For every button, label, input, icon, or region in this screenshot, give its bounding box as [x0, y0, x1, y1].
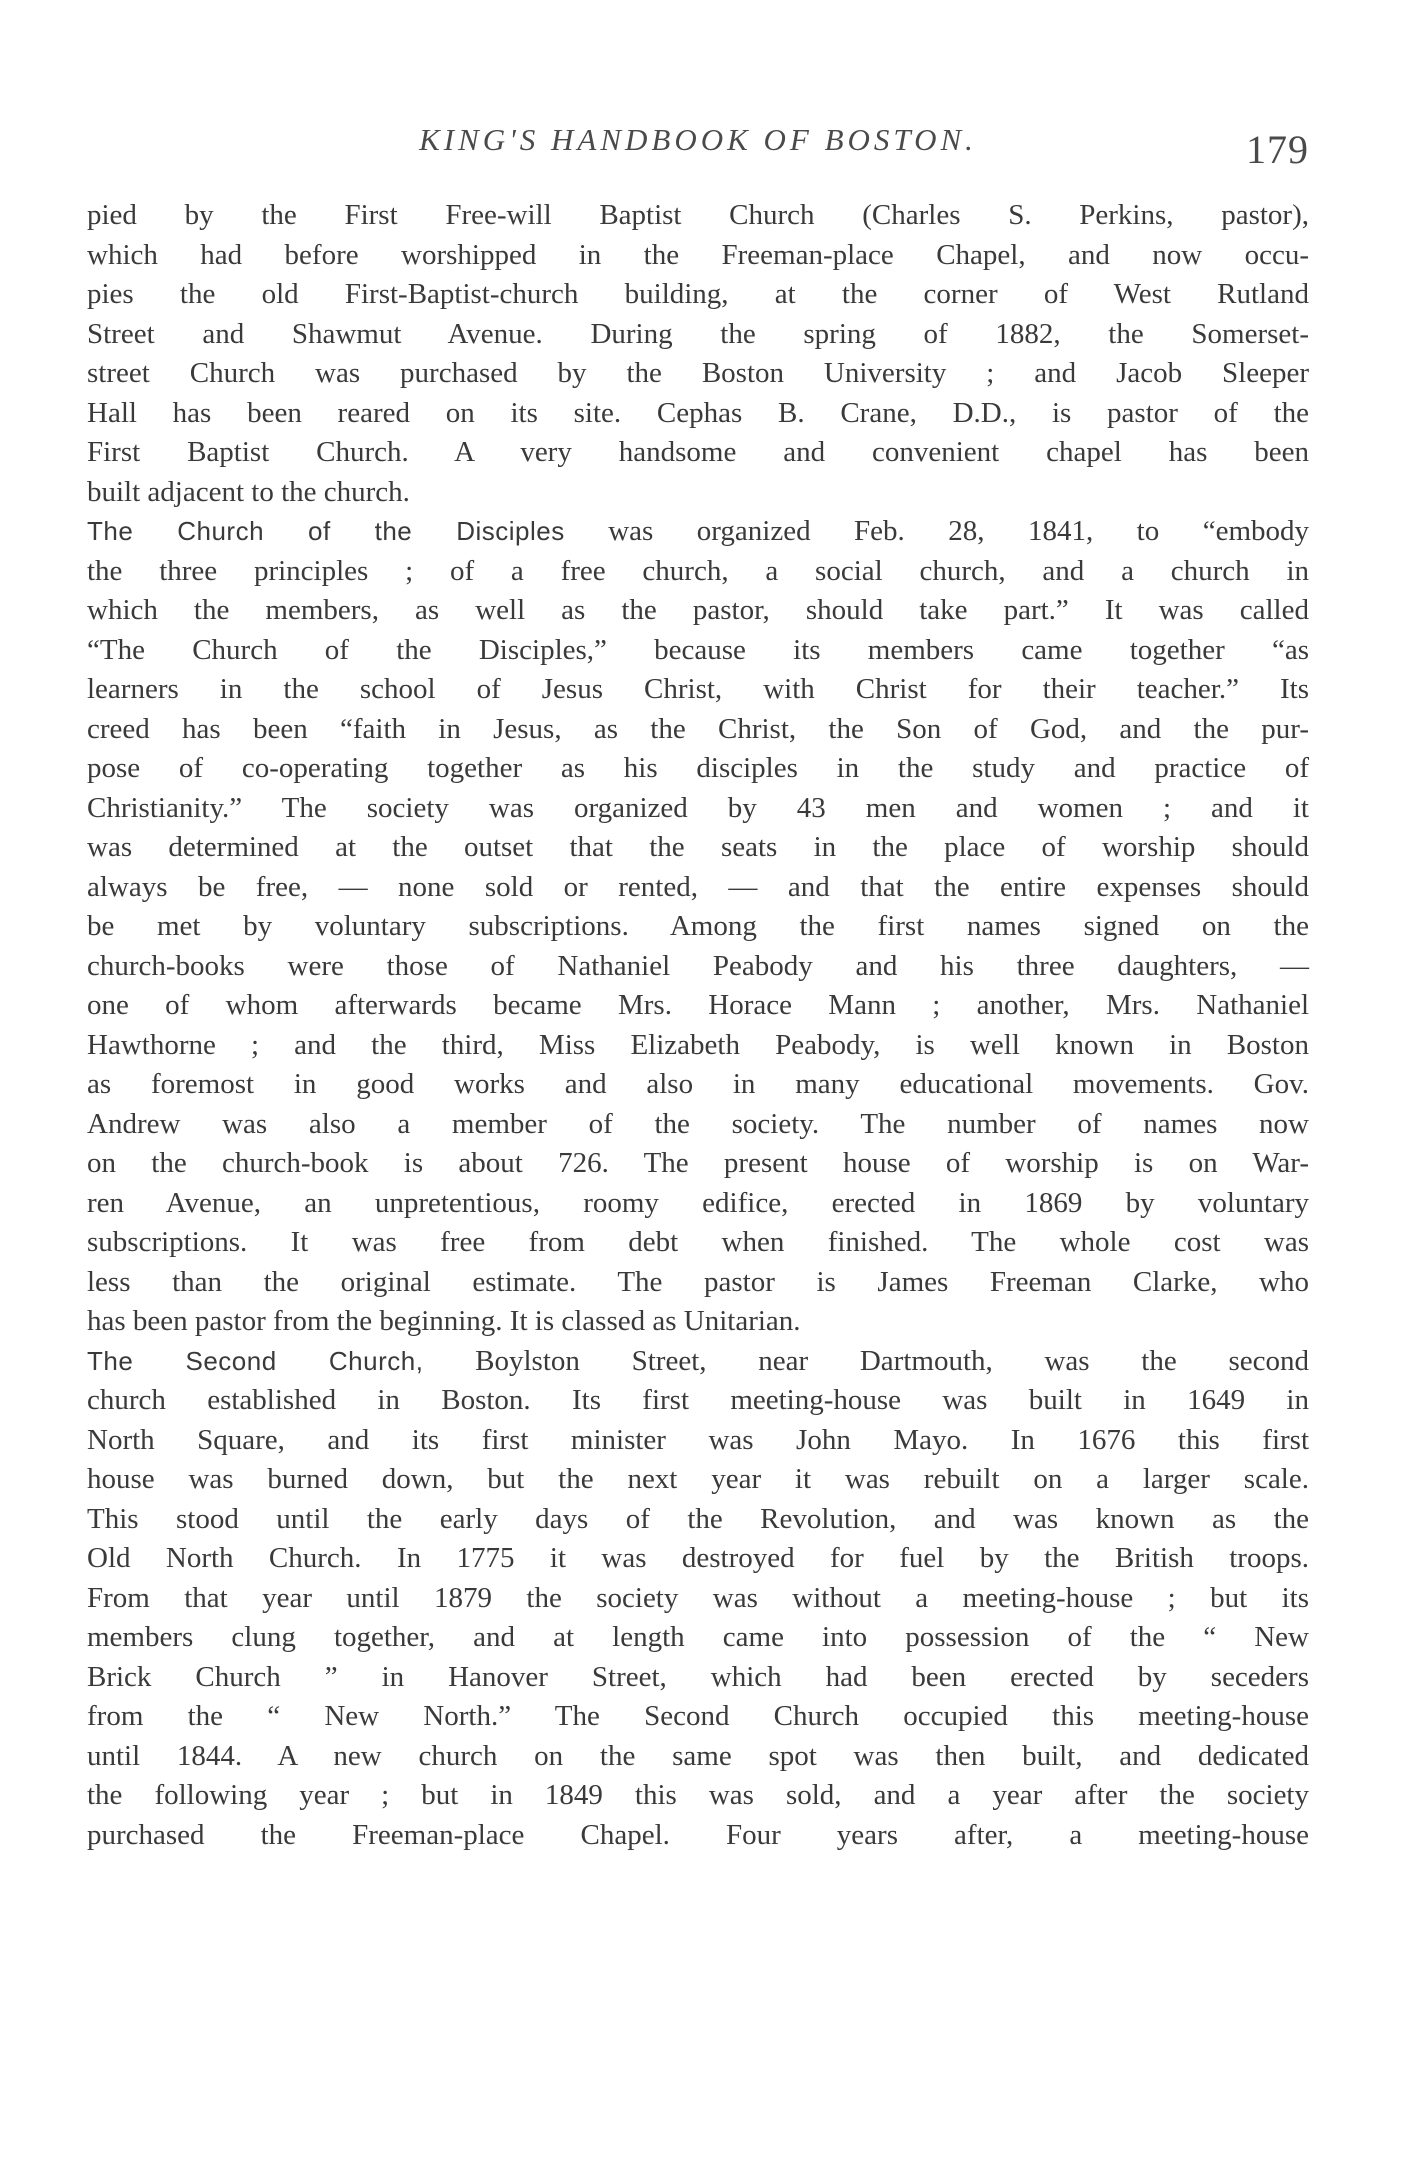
text-line: less than the original estimate. The pastor is James Freeman Clarke, who: [87, 1265, 1309, 1298]
text-line-rest: Boylston Street, near Dartmouth, was the second: [423, 1344, 1309, 1377]
text-line: always be free, — none sold or rented, — and that the entire expenses should: [87, 870, 1309, 903]
text-line: This stood until the early days of the Revolution, and was known as the: [87, 1502, 1309, 1535]
text-line: church-books were those of Nathaniel Peabody and his three daughters, —: [87, 949, 1309, 982]
text-line: pies the old First-Baptist-church building, at the corner of West Rutland: [87, 278, 1309, 310]
text-line: built adjacent to the church.: [87, 475, 410, 508]
text-line: Hall has been reared on its site. Cephas B. Crane, D.D., is pastor of the: [87, 396, 1309, 429]
text-line: Christianity.” The society was organized by 43 men and women ; and it: [87, 791, 1309, 824]
text-line: “The Church of the Disciples,” because its members came together “as: [87, 633, 1309, 666]
text-line: from the “ New North.” The Second Church occupied this meeting-house: [87, 1700, 1309, 1732]
text-line: purchased the Freeman-place Chapel. Four years after, a meeting-house: [87, 1818, 1309, 1851]
text-line: be met by voluntary subscriptions. Among the first names signed on the: [87, 910, 1309, 942]
text-line: Street and Shawmut Avenue. During the spring of 1882, the Somerset-: [87, 317, 1309, 350]
text-line: on the church-book is about 726. The present house of worship is on War-: [87, 1147, 1309, 1179]
text-line: street Church was purchased by the Boston University ; and Jacob Sleeper: [87, 357, 1309, 389]
paragraph-continuation: [87, 196, 1309, 512]
text-line: church established in Boston. Its first meeting-house was built in 1649 in: [87, 1384, 1309, 1416]
text-line: pied by the First Free-will Baptist Church (Charles S. Perkins, pastor),: [87, 199, 1309, 231]
text-line: one of whom afterwards became Mrs. Horace Mann ; another, Mrs. Nathaniel: [87, 989, 1309, 1021]
text-line: North Square, and its first minister was John Mayo. In 1676 this first: [87, 1423, 1309, 1456]
text-line: the three principles ; of a free church, a social church, and a church in: [87, 554, 1309, 587]
running-head: [87, 118, 1309, 172]
text-line: the following year ; but in 1849 this was sold, and a year after the society: [87, 1779, 1309, 1811]
text-line: has been pastor from the beginning. It is classed as Unitarian.: [87, 1305, 801, 1337]
text-line: Brick Church ” in Hanover Street, which had been erected by seceders: [87, 1660, 1309, 1693]
text-line: subscriptions. It was free from debt when finished. The whole cost was: [87, 1226, 1309, 1258]
text-line: until 1844. A new church on the same spot was then built, and dedicated: [87, 1739, 1309, 1772]
text-line: Hawthorne ; and the third, Miss Elizabeth Peabody, is well known in Boston: [87, 1028, 1309, 1061]
text-line: learners in the school of Jesus Christ, with Christ for their teacher.” Its: [87, 673, 1309, 705]
text-line: creed has been “faith in Jesus, as the Christ, the Son of God, and the pur-: [87, 712, 1309, 745]
text-line: house was burned down, but the next year it was rebuilt on a larger scale.: [87, 1463, 1309, 1495]
text-line: From that year until 1879 the society was without a meeting-house ; but its: [87, 1581, 1309, 1614]
text-line: First Baptist Church. A very handsome and convenient chapel has been: [87, 436, 1309, 468]
text-line: ren Avenue, an unpretentious, roomy edifice, erected in 1869 by voluntary: [87, 1186, 1309, 1219]
text-line: Old North Church. In 1775 it was destroyed for fuel by the British troops.: [87, 1542, 1309, 1574]
text-line: pose of co-operating together as his disciples in the study and practice of: [87, 752, 1309, 784]
page-number: 179: [1246, 127, 1309, 172]
text-line: members clung together, and at length came into possession of the “ New: [87, 1621, 1309, 1653]
text-line: which the members, as well as the pastor, should take part.” It was called: [87, 594, 1309, 626]
text-line: which had before worshipped in the Freeman-place Chapel, and now occu-: [87, 238, 1309, 271]
text-line-lead: [87, 1342, 1309, 1382]
paragraph-second-church: [87, 1342, 1309, 1856]
text-line-rest: was organized Feb. 28, 1841, to “embody: [564, 515, 1309, 547]
entry-heading: The Second Church,: [87, 1345, 424, 1376]
running-title: KING'S HANDBOOK OF BOSTON.: [419, 122, 977, 157]
text-line: was determined at the outset that the seats in the place of worship should: [87, 831, 1309, 863]
text-line-lead: [87, 512, 1309, 552]
paragraph-church-of-the-disciples: [87, 512, 1309, 1342]
entry-heading: The Church of the Disciples: [87, 516, 565, 546]
text-line: as foremost in good works and also in many educational movements. Gov.: [87, 1068, 1309, 1100]
body-text: [87, 196, 1309, 1855]
text-line: Andrew was also a member of the society. The number of names now: [87, 1107, 1309, 1140]
